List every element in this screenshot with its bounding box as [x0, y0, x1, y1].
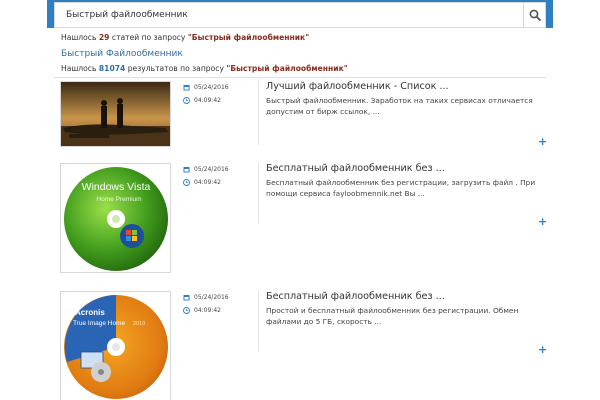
- disc-brand-text: Acronis: [75, 308, 105, 317]
- windows-vista-disc: [61, 164, 171, 273]
- result-date: 05/24/2016: [183, 166, 229, 173]
- result-thumbnail[interactable]: [60, 291, 171, 400]
- result-date: 05/24/2016: [183, 84, 229, 91]
- result-snippet: Бесплатный файлообменник без регистрации, загрузить файл . При помощи сервиса fayloobmennik.net Вы ...: [266, 178, 536, 198]
- result-item: [0, 163, 600, 275]
- result-snippet: Быстрый файлообменник. Заработок на таких сервисах отличается допустим от бирж ссылок, ...: [266, 96, 533, 116]
- clock-icon: [183, 307, 190, 314]
- calendar-icon: [183, 166, 190, 173]
- search-button[interactable]: [523, 3, 545, 27]
- expand-plus-icon[interactable]: +: [538, 135, 548, 148]
- aircraft-men-photo: [61, 82, 171, 147]
- results-summary: Нашлось 81074 результатов по запросу "Быстрый файлообменник": [61, 64, 348, 73]
- result-title[interactable]: Бесплатный файлообменник без ...: [266, 291, 445, 302]
- result-item: [0, 291, 600, 400]
- result-time: 04:09:42: [183, 97, 221, 104]
- result-snippet: Простой и бесплатный файлообменник без регистрации. Обмен файлами до 5 ГБ, скорость ...: [266, 306, 519, 326]
- query-text: "Быстрый файлообменник": [187, 33, 310, 42]
- query-text: "Быстрый файлообменник": [226, 64, 348, 73]
- column-divider: [258, 163, 259, 223]
- result-time: 04:09:42: [183, 307, 221, 314]
- clock-icon: [183, 179, 190, 186]
- site-link[interactable]: Быстрый Файлообменник: [61, 49, 183, 59]
- disc-year-text: 2010: [133, 321, 146, 327]
- disc-edition-text: Home Premium: [96, 196, 142, 203]
- result-thumbnail[interactable]: [60, 163, 171, 273]
- result-title[interactable]: Бесплатный файлообменник без ...: [266, 163, 445, 174]
- divider: [53, 77, 547, 78]
- results-count: 81074: [98, 64, 126, 73]
- acronis-disc: [61, 292, 171, 400]
- articles-summary: Нашлось 29 статей по запросу "Быстрый файлообменник": [61, 33, 310, 42]
- search-input[interactable]: [55, 3, 523, 27]
- result-thumbnail[interactable]: [60, 81, 171, 147]
- expand-plus-icon[interactable]: +: [538, 343, 548, 356]
- result-date: 05/24/2016: [183, 294, 229, 301]
- search-icon: [529, 9, 541, 21]
- result-time: 04:09:42: [183, 179, 221, 186]
- expand-plus-icon[interactable]: +: [538, 215, 548, 228]
- disc-brand-text: Windows Vista: [81, 181, 151, 193]
- disc-product-text: True Image Home: [73, 320, 126, 327]
- clock-icon: [183, 97, 190, 104]
- search-box: [54, 2, 546, 28]
- articles-count: 29: [98, 33, 110, 42]
- column-divider: [258, 291, 259, 351]
- calendar-icon: [183, 294, 190, 301]
- column-divider: [258, 81, 259, 145]
- result-title[interactable]: Лучший файлообменник - Список ...: [266, 81, 449, 92]
- calendar-icon: [183, 84, 190, 91]
